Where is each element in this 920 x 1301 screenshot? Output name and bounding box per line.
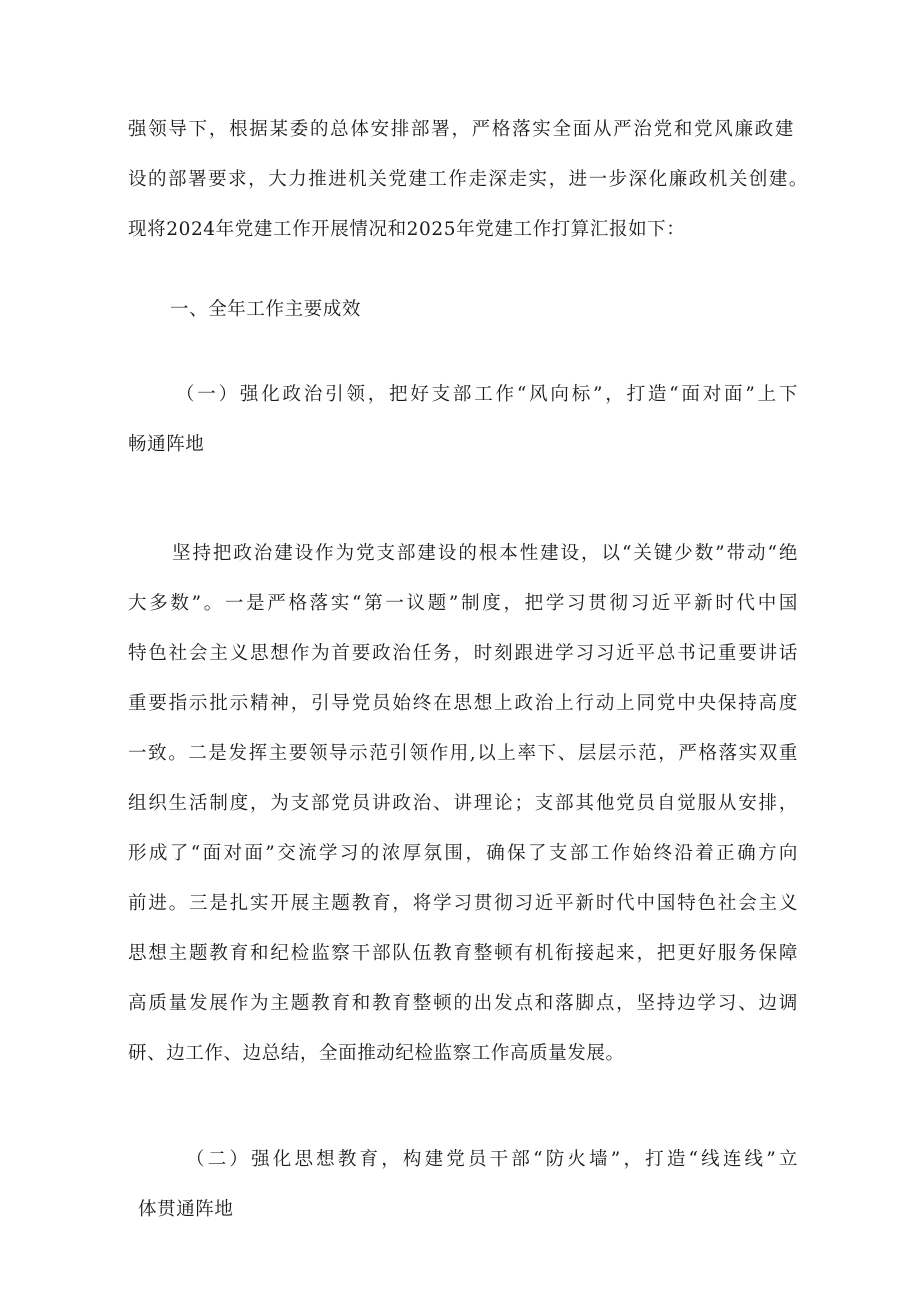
body-line-6: 组织生活制度，为支部党员讲政治、讲理论；支部其他党员自觉服从安排，: [128, 793, 798, 814]
body-line-4: 重要指示批示精神，引导党员始终在思想上政治上行动上同党中央保持高度: [128, 693, 798, 714]
intro-line-2: 设的部署要求，大力推进机关党建工作走深走实，进一步深化廉政机关创建。: [128, 169, 808, 190]
subsection-heading-2-line-1: （二）强化思想教育，构建党员干部“防火墙”，打造“线连线”立: [186, 1149, 798, 1170]
body-line-3: 特色社会主义思想作为首要政治任务，时刻跟进学习习近平总书记重要讲话: [128, 643, 798, 664]
subsection-heading-1-line-2: 畅通阵地: [128, 434, 205, 455]
body-line-2: 大多数”。一是严格落实“第一议题”制度，把学习贯彻习近平新时代中国: [128, 593, 798, 614]
body-line-7: 形成了“面对面”交流学习的浓厚氛围，确保了支部工作始终沿着正确方向: [128, 843, 798, 864]
body-line-9: 思想主题教育和纪检监察干部队伍教育整顿有机衔接起来，把更好服务保障: [128, 943, 798, 964]
subsection-heading-2-line-2: 体贯通阵地: [138, 1199, 234, 1220]
intro-line-3: 现将2024年党建工作开展情况和2025年党建工作打算汇报如下：: [128, 219, 686, 240]
body-line-1: 坚持把政治建设作为党支部建设的根本性建设，以“关键少数”带动“绝: [172, 543, 798, 564]
section-heading-1: 一、全年工作主要成效: [170, 299, 362, 320]
body-line-8: 前进。三是扎实开展主题教育，将学习贯彻习近平新时代中国特色社会主义: [128, 893, 798, 914]
body-line-11: 研、边工作、边总结，全面推动纪检监察工作高质量发展。: [128, 1043, 625, 1064]
body-line-5: 一致。二是发挥主要领导示范引领作用,以上率下、层层示范，严格落实双重: [128, 743, 798, 764]
body-line-10: 高质量发展作为主题教育和教育整顿的出发点和落脚点，坚持边学习、边调: [128, 993, 798, 1014]
intro-line-1: 强领导下，根据某委的总体安排部署，严格落实全面从严治党和党风廉政建: [128, 119, 794, 140]
subsection-heading-1-line-1: （一）强化政治引领，把好支部工作“风向标”，打造“面对面”上下: [176, 384, 798, 405]
